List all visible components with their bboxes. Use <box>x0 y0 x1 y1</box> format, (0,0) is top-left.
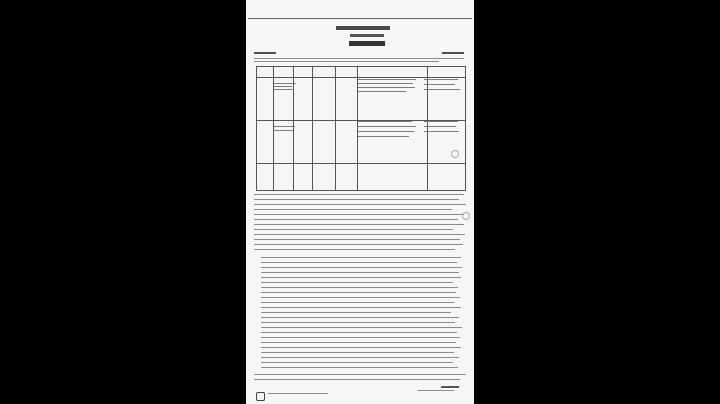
date-text <box>442 52 464 54</box>
margin-mark-icon <box>451 150 459 158</box>
document-subtitle <box>350 34 384 37</box>
notice-title <box>349 41 385 46</box>
margin-mark-icon <box>462 212 470 220</box>
intro-line <box>254 61 439 62</box>
logo-icon <box>256 392 265 401</box>
signature <box>441 381 462 388</box>
intro-line <box>254 58 464 59</box>
footer-text <box>268 393 328 394</box>
memo-number <box>254 52 276 54</box>
scanned-document-page <box>246 0 474 404</box>
document-title <box>336 26 390 30</box>
signature-text <box>418 390 454 391</box>
